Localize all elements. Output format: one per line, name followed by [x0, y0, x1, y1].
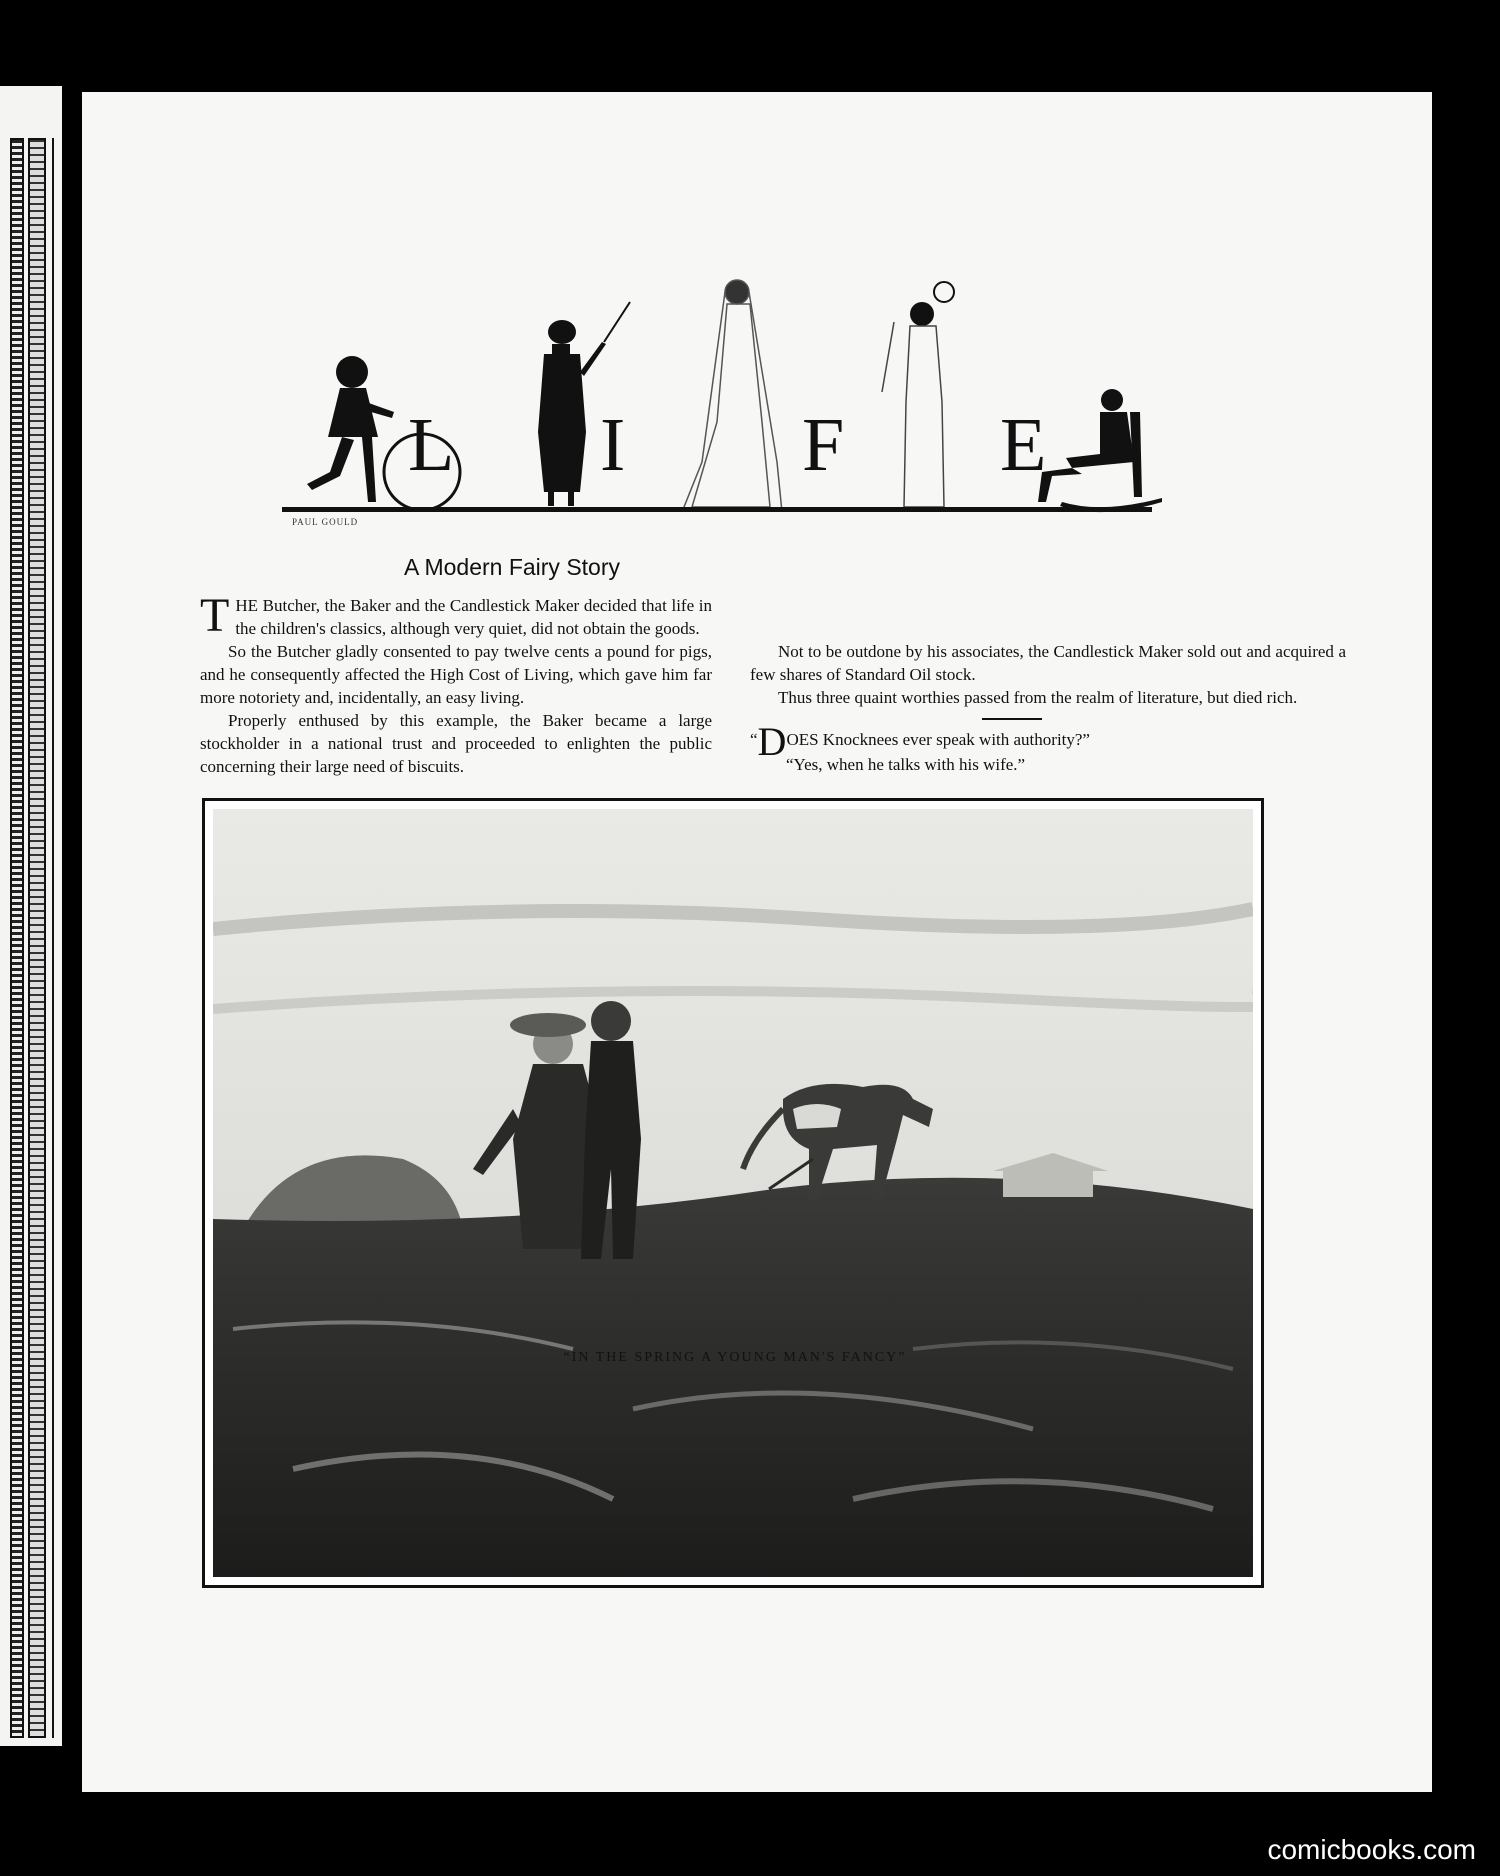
article-column-left	[200, 589, 712, 778]
joke-dropcap: D	[757, 719, 787, 764]
article-paragraph-1	[200, 589, 712, 642]
article-paragraph-5: Thus three quaint worthies passed from the realm of literature, but died rich.	[778, 688, 1298, 707]
masthead-letter-l: L	[408, 403, 455, 487]
border-band-inner	[28, 138, 46, 1738]
site-watermark: comicbooks.com	[1267, 1834, 1476, 1865]
plowed-field	[213, 1178, 1253, 1577]
paragraph-1-text: HE Butcher, the Baker and the Candlestick Maker decided that life in the children's classics, although very quiet, did not obtain the goods.	[235, 596, 712, 638]
life-masthead	[282, 262, 1182, 602]
article-paragraph-4: Not to be outdone by his associates, the Candlestick Maker sold out and acquired a few shares of Standard Oil stock.	[750, 642, 1346, 684]
mother-silhouette	[910, 282, 954, 326]
joke-question	[750, 719, 1370, 764]
dropcap: T	[200, 589, 230, 642]
article-headline: A Modern Fairy Story	[403, 554, 621, 580]
joke	[750, 719, 1370, 776]
ornamental-border	[2, 138, 54, 1738]
plowed-field-illustration	[213, 809, 1253, 1577]
masthead-letter-i: I	[600, 403, 626, 487]
artist-credit: PAUL GOULD	[292, 517, 359, 527]
article-paragraph-2: So the Butcher gladly consented to pay twelve cents a pound for pigs, and he consequently affected the High Cost of Living, which gave him far more notoriety and, incidentally, an easy living.	[200, 642, 712, 707]
article-column-right	[750, 640, 1346, 709]
joke-answer: “Yes, when he talks with his wife.”	[786, 755, 1026, 774]
magazine-page	[82, 92, 1432, 1792]
masthead-letter-e: E	[1000, 403, 1047, 487]
plate-caption: “IN THE SPRING A YOUNG MAN'S FANCY”	[563, 1350, 907, 1365]
illustration-plate	[202, 798, 1264, 1588]
left-page-edge	[0, 86, 62, 1746]
border-band	[10, 138, 24, 1738]
masthead-letter-f: F	[802, 403, 845, 487]
joke-question-text: OES Knocknees ever speak with authority?”	[786, 730, 1090, 749]
masthead-baseline	[282, 507, 1152, 512]
article-paragraph-3: Properly enthused by this example, the Baker became a large stockholder in a national trust and proceeded to enlighten the public concerning their large need of biscuits.	[200, 711, 712, 776]
bride-silhouette	[682, 280, 782, 512]
woman-whip-silhouette	[538, 320, 606, 506]
whip-icon	[604, 302, 630, 342]
joke-open-quote: “	[750, 730, 758, 749]
grandmother-silhouette	[1038, 389, 1162, 512]
section-rule	[982, 718, 1042, 720]
girl-silhouette	[307, 356, 394, 502]
